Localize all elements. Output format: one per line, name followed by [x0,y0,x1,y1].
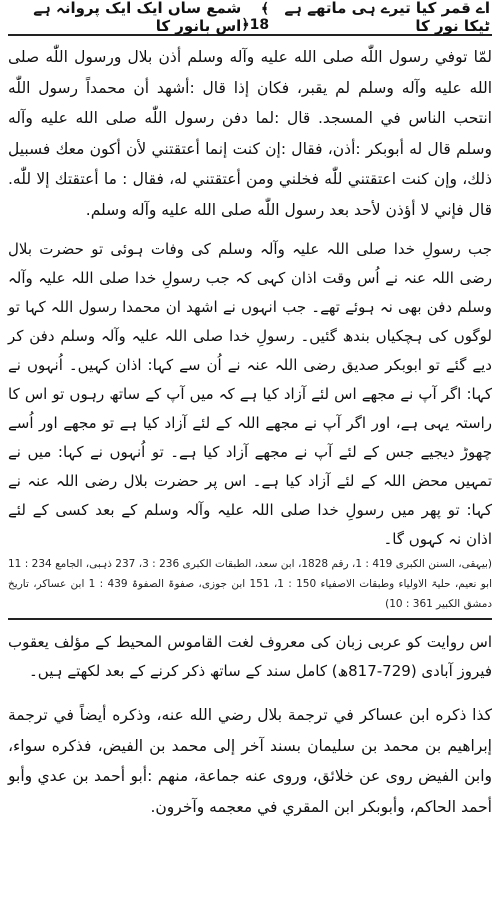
arabic-quote-text: كذا ذكره ابن عساكر في ترجمة بلال رضي الله عنه، وذكره أيضاً في ترجمة إبراهيم بن محمد بن سليمان بسند آخر إلى محمد بن الفيض، فذكره سواء، وابن الفيض روى عن خلائق، وروى عنه جماعة، منهم :أبو أحمد بن عدي وأبو أحمد الحاكم، وأبوبكر ابن المقري في معجمه وآخرون. [8,706,492,816]
header-left-title: شمع ساں ایک ایک پروانہ ہے اس بانور کا [33,0,242,35]
references-citation: (بیہقی، السنن الکبری 419 : 1، رقم 1828، ابن سعد، الطبقات الکبری 236 : 3، 237 ذہبی، الجامع 234 : 11 ابو نعیم، حلیۃ الاولیاء وطبقات الاصفیاء 150 : 1، 151 ابن جوزی، صفوۃ الصفوۃ 439 : 1 ابن عساکر، تاریخ دمشق الکبیر 361 : 10) [8,558,493,610]
arabic-hadith-text: لمّا توفي رسول اللّٰه صلى الله عليه وآله وسلم أذن بلال ورسول اللّٰه صلى الله عليه وآله وسلم لم يقبر، فكان إذا قال :أشهد أن محمداً رسول اللّٰه انتحب الناس في المسجد. قال :لما دفن رسول اللّٰه صلى الله عليه وآله وسلم قال له أبوبكر :أذن، فقال :إن كنت إنما أعتقتني لأن أكون معك فسبيل ذلك، وإن كنت اعتقتني للّٰه فخلني ومن أعتقتني له، فقال : ما أعتقتك إلا للّٰه. قال فإني لا أؤذن لأحد بعد رسول اللّٰه صلى الله عليه وآله وسلم. [8,48,492,219]
header-right-title: اے قمر کیا تیرے ہی ماتھے ہے ٹیکا نور کا [284,0,490,35]
section-divider [8,618,492,620]
page-header [8,0,492,36]
urdu-translation: جب رسولِ خدا صلی اللہ علیہ وآلہ وسلم کی وفات ہوئی تو حضرت بلال رضی اللہ عنہ نے اُس وقت اذان کہی کہ جب رسولِ خدا صلی اللہ علیہ وآلہ وسلم دفن بھی نہ ہوئے تھے۔ جب انہوں نے اشھد ان محمدا رسول اللہ کہا تو لوگوں کی ہچکیاں بندھ گئیں۔ رسولِ خدا صلی اللہ علیہ وآلہ وسلم دفن کر دیے گئے تو ابوبکر صدیق رضی اللہ عنہ نے اُن سے کہا: اذان کہیں۔ اُنہوں نے کہا: اگر آپ نے مجھے اس لئے آزاد کیا ہے کہ میں آپ کے ساتھ رہوں تو اس کا راستہ یہی ہے، اور اگر آپ نے مجھے اللہ کے لئے آزاد کیا ہے تو مجھے اور اُسے چھوڑ دیجیے جس کے لئے آپ نے مجھے آزاد کیا ہے۔ تو اُنہوں نے کہا: میں نے تمہیں محض اللہ کے لئے آزاد کیا ہے۔ اس پر حضرت بلال رضی اللہ عنہ نے کہا: تو پھر میں رسولِ خدا صلی اللہ علیہ وآلہ وسلم کے بعد کسی کے لئے اذان نہ کہوں گا۔ [8,240,492,548]
page-number: ﴾18﴿ [241,1,270,33]
urdu-note-lexicon: اس روایت کو عربی زبان کی معروف لغت القاموس المحیط کے مؤلف یعقوب فیروز آبادی (729-817ھ) کامل سند کے ساتھ ذکر کرنے کے بعد لکھتے ہیں۔ [8,633,492,680]
